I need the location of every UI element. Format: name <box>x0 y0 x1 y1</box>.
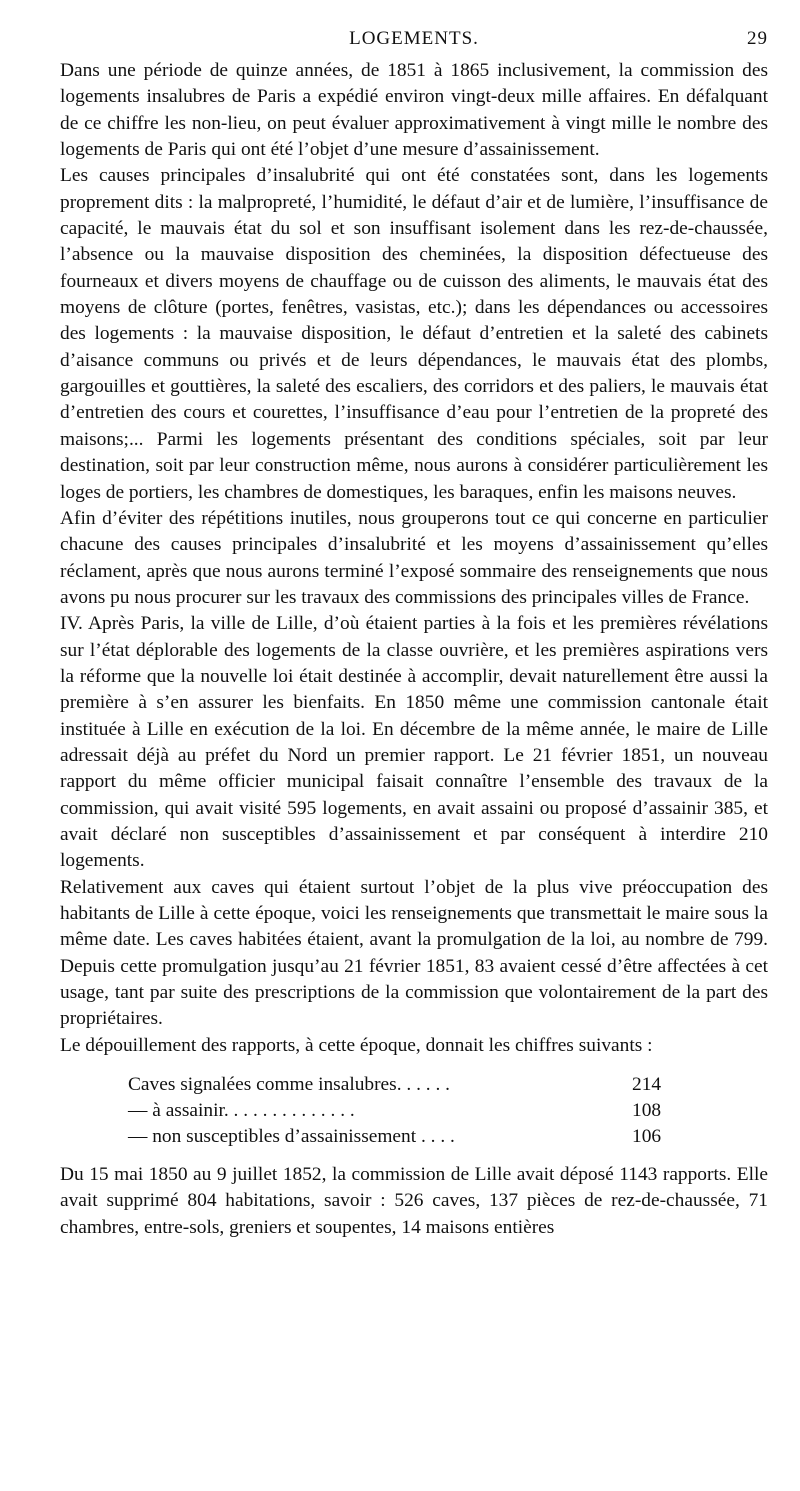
running-header <box>60 28 768 58</box>
table-row-label: Caves signalées comme insalubres. . . . . . <box>128 1074 451 1096</box>
table-row-value: 106 <box>632 1126 662 1148</box>
table-row-value: 214 <box>632 1074 662 1096</box>
table-row-label: — non susceptibles d’assainissement . . . . <box>128 1126 455 1148</box>
table-row-label: — à assainir. . . . . . . . . . . . . . <box>128 1100 355 1122</box>
table-row-value: 108 <box>632 1100 662 1122</box>
closing-paragraph: Du 15 mai 1850 au 9 juillet 1852, la commission de Lille avait déposé 1143 rapports. Elle avait supprimé 804 habitations, savoir : 526 caves, 137 pièces de rez-de-chaussée, 71 chambres, entre-sols, greniers et soupentes, 14 maisons entières <box>60 1164 768 1238</box>
table-row <box>60 1124 768 1150</box>
page-number: 29 <box>747 28 768 49</box>
paragraph-5: Relativement aux caves qui étaient surtout l’objet de la plus vive préoccupation des habitants de Lille à cette époque, voici les renseignements que transmettait le maire sous la même date. Les caves habitées étaient, avant la promulgation de la loi, au nombre de 799. Depuis cette promulgation jusqu’au 21 février 1851, 83 avaient cessé d’être affectées à cet usage, tant par suite des prescriptions de la commission que volontairement de la part des propriétaires. <box>60 876 768 1030</box>
body-text <box>60 58 768 1059</box>
paragraph-1: Dans une période de quinze années, de 1851 à 1865 inclusivement, la commission des logements insalubres de Paris a expédié environ vingt-deux mille affaires. En défalquant de ce chiffre les non-lieu, on peut évaluer approximativement à vingt mille le nombre des logements de Paris qui ont été l’objet d’une mesure d’assainissement. <box>60 60 768 161</box>
table-row <box>60 1098 768 1124</box>
page <box>60 28 768 1241</box>
paragraph-3: Afin d’éviter des répétitions inutiles, nous grouperons tout ce qui concerne en particulier chacune des causes principales d’insalubrité et les moyens d’assainissement qu’elles réclament, après que nous aurons terminé l’exposé sommaire des renseignements que nous avons pu nous procurer sur les travaux des commissions des principales villes de France. <box>60 507 768 608</box>
table-row <box>60 1072 768 1098</box>
running-title: LOGEMENTS. <box>349 28 479 49</box>
caves-table <box>60 1072 768 1150</box>
paragraph-6: Le dépouillement des rapports, à cette époque, donnait les chiffres suivants : <box>60 1034 653 1056</box>
paragraph-2: Les causes principales d’insalubrité qui ont été constatées sont, dans les logements proprement dits : la malpropreté, l’humidité, le défaut d’air et de lumière, l’insuffisance de capacité, le mauvais état du sol et son insuffisant isolement dans les rez-de-chaussée, l’absence ou la mauvaise disposition des cheminées, la disposition défectueuse des fourneaux et divers moyens de chauffage ou de cuisson des aliments, le mauvais état des moyens de clôture (portes, fenêtres, vasistas, etc.); dans les dépendances ou accessoires des logements : la mauvaise disposition, le défaut d’entretien et la saleté des cabinets d’aisance communs ou privés et de leurs dépendances, le mauvais état des plombs, gargouilles et gouttières, la saleté des escaliers, des corridors et des paliers, le mauvais état d’entretien des cours et courettes, l’insuffisance d’eau pour l’entretien de la propreté des maisons;... Parmi les logements présentant des conditions spéciales, soit par leur destination, soit par leur construction même, nous aurons à considérer particulièrement les loges de portiers, les chambres de domestiques, les baraques, enfin les maisons neuves. <box>60 165 768 503</box>
paragraph-4: IV. Après Paris, la ville de Lille, d’où étaient parties à la fois et les premières révélations sur l’état déplorable des logements de la classe ouvrière, et les premières aspirations vers la réforme que la nouvelle loi était destinée à accomplir, devait naturellement être aussi la première à s’en assurer les bienfaits. En 1850 même une commission cantonale était instituée à Lille en exécution de la loi. En décembre de la même année, le maire de Lille adressait déjà au préfet du Nord un premier rapport. Le 21 février 1851, un nouveau rapport du même officier municipal faisait connaître l’ensemble des travaux de la commission, qui avait visité 595 logements, en avait assaini ou proposé d’assainir 385, et avait déclaré non susceptibles d’assainissement et par conséquent à interdire 210 logements. <box>60 613 768 872</box>
